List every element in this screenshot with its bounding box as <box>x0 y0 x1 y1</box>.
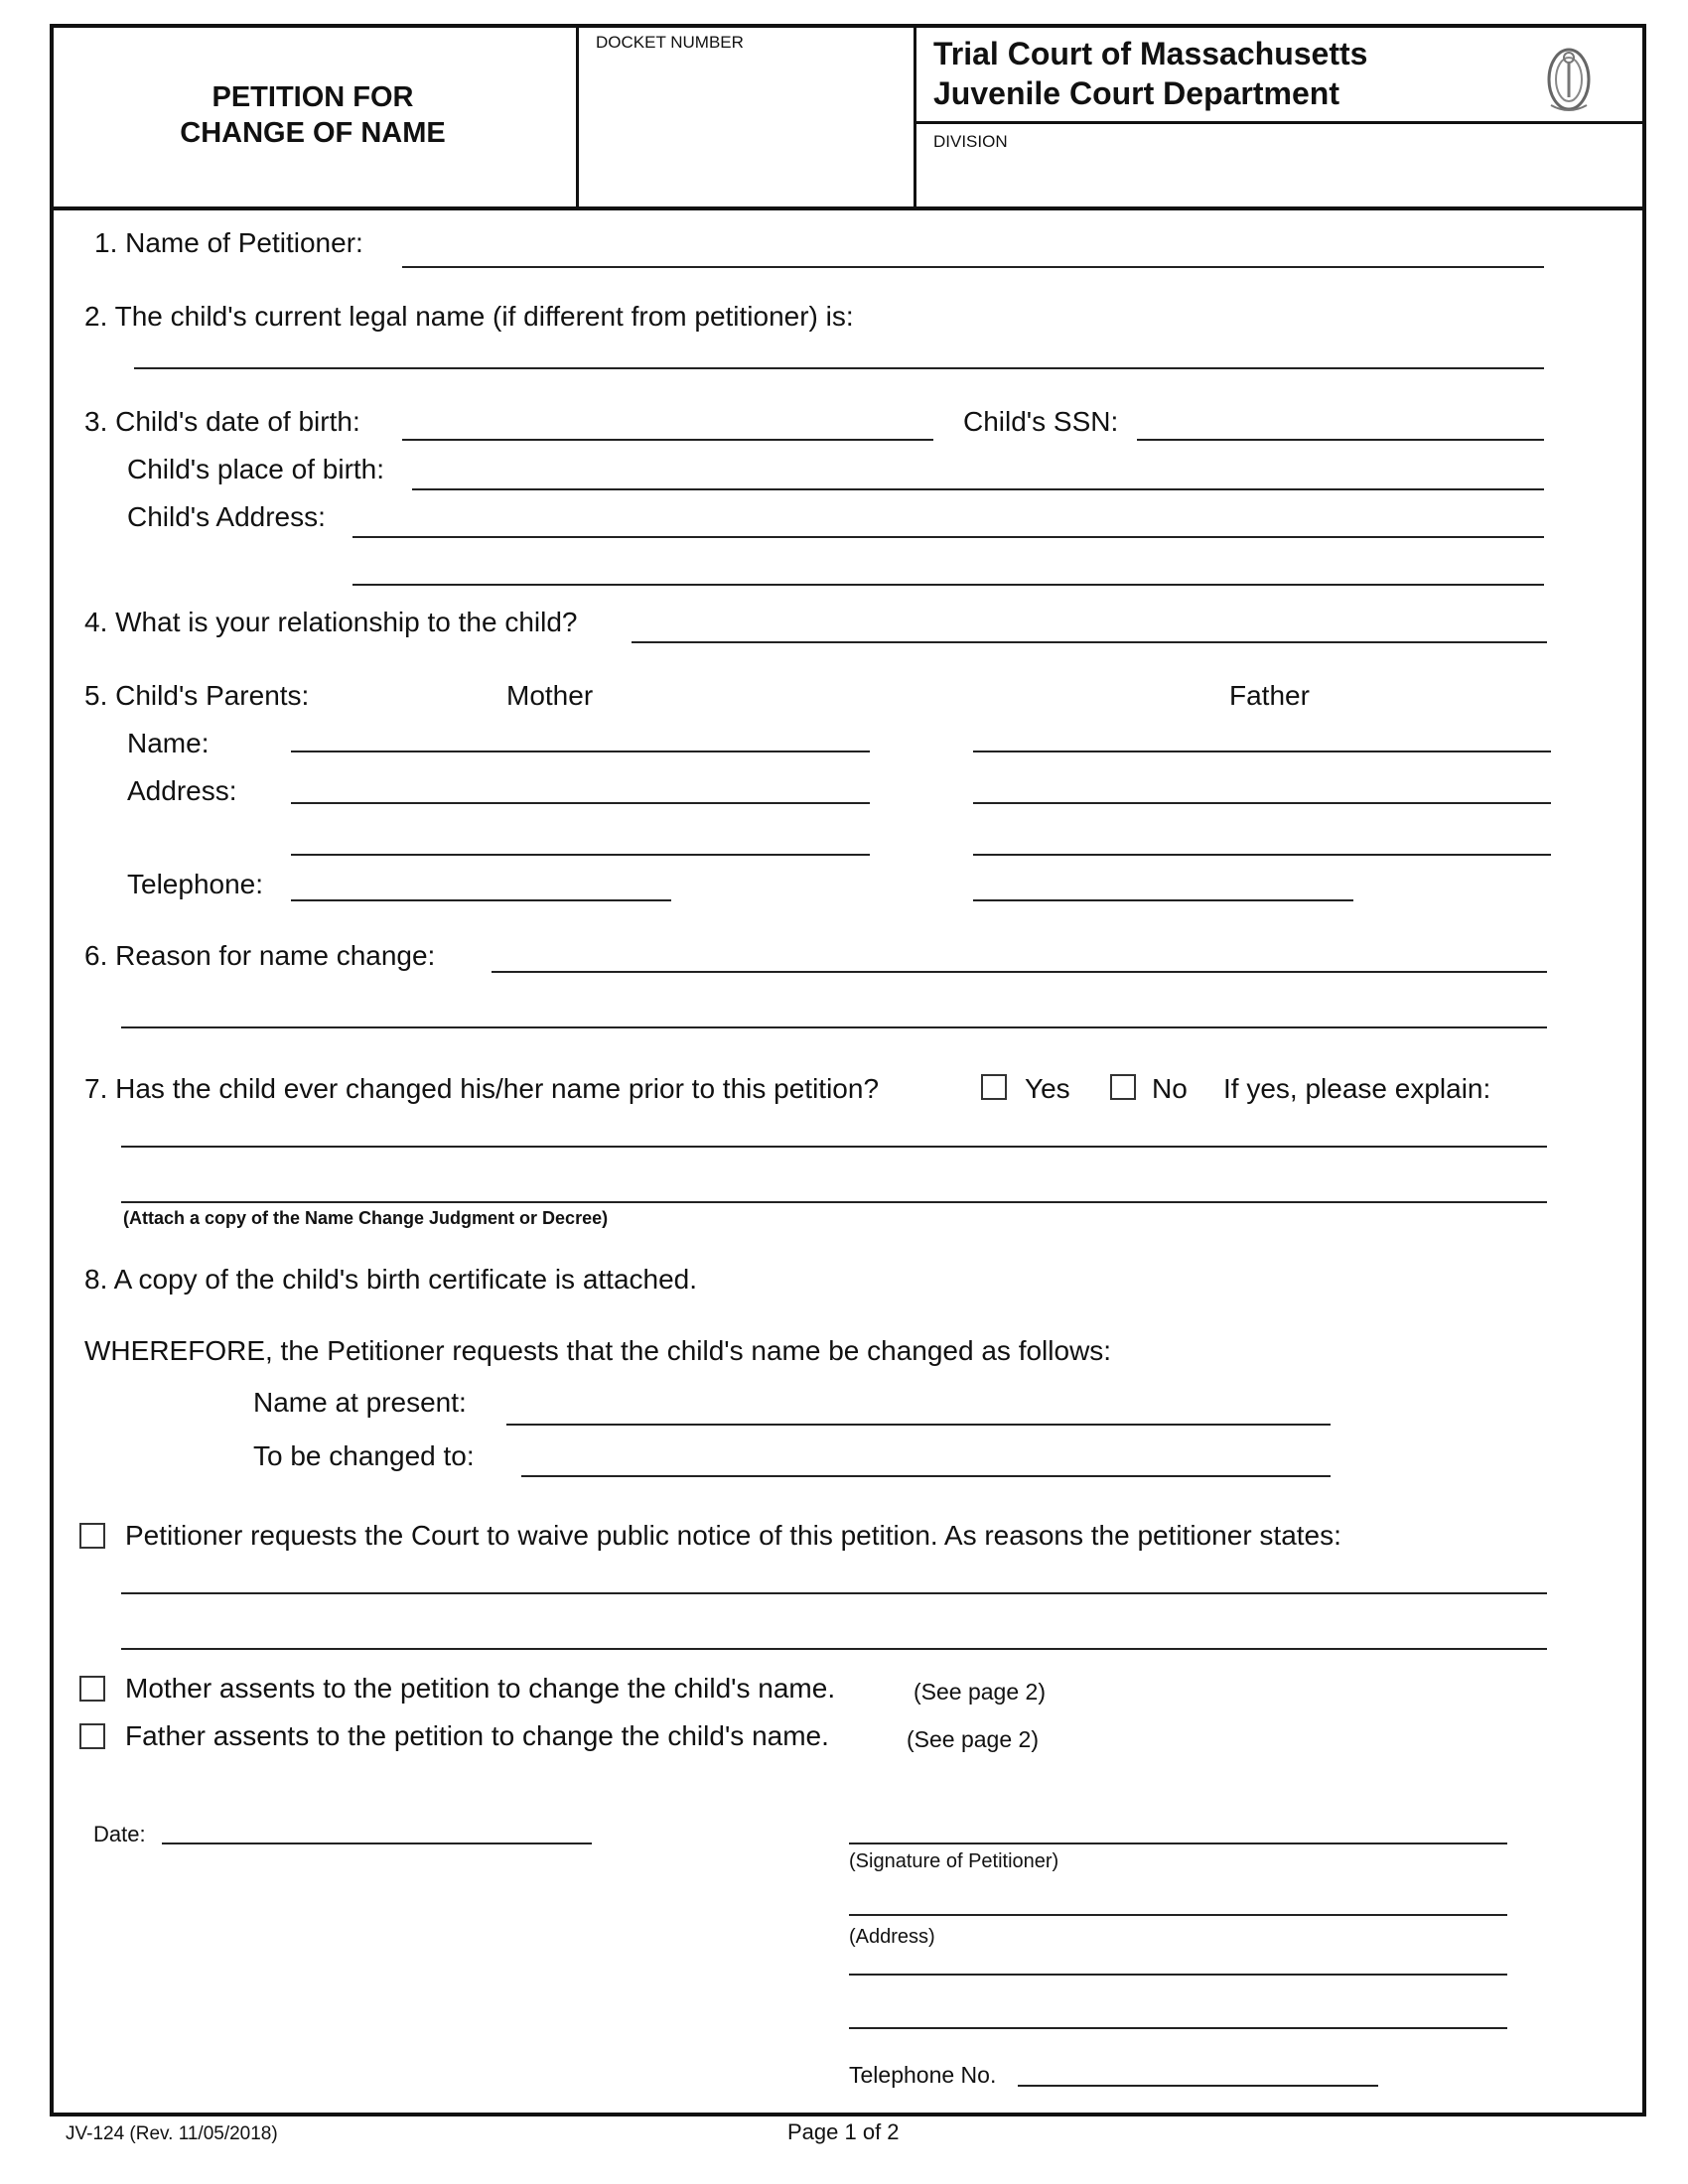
docket-number-field[interactable] <box>581 60 909 199</box>
q5-father-heading: Father <box>1229 680 1310 711</box>
q7-explain-label: If yes, please explain: <box>1223 1073 1491 1104</box>
q7-no-label: No <box>1152 1073 1188 1104</box>
father-name-field[interactable] <box>973 751 1551 752</box>
child-current-name-field[interactable] <box>134 367 1544 369</box>
petitioner-name-field[interactable] <box>402 266 1544 268</box>
waive-reason-field-1[interactable] <box>121 1592 1547 1594</box>
header-court-rule <box>915 121 1644 124</box>
q1-label: 1. Name of Petitioner: <box>94 227 363 258</box>
father-address-field-2[interactable] <box>973 854 1551 856</box>
q3-pob-label: Child's place of birth: <box>127 454 385 484</box>
mother-assent-text: Mother assents to the petition to change the child's name. <box>125 1673 836 1704</box>
address-field-1[interactable] <box>849 1914 1507 1916</box>
q5-label: 5. Child's Parents: <box>84 680 310 711</box>
date-field[interactable] <box>162 1843 592 1844</box>
relationship-field[interactable] <box>632 641 1547 643</box>
q5-mother-heading: Mother <box>506 680 594 711</box>
reason-field-1[interactable] <box>492 971 1547 973</box>
q5-address-label: Address: <box>127 775 237 806</box>
date-label: Date: <box>93 1822 146 1846</box>
court-name <box>933 34 1367 113</box>
q5-phone-label: Telephone: <box>127 869 264 899</box>
child-pob-field[interactable] <box>412 488 1544 490</box>
mother-address-field-2[interactable] <box>291 854 870 856</box>
q3-address-label: Child's Address: <box>127 501 326 532</box>
name-present-label: Name at present: <box>253 1387 467 1418</box>
name-present-field[interactable] <box>506 1424 1331 1426</box>
father-see-page: (See page 2) <box>907 1726 1039 1752</box>
q7-label: 7. Has the child ever changed his/her name prior to this petition? <box>84 1073 880 1104</box>
mother-assent-checkbox[interactable] <box>79 1676 105 1702</box>
division-label: DIVISION <box>933 132 1008 151</box>
q8-label: 8. A copy of the child's birth certificate is attached. <box>84 1264 698 1295</box>
q4-label: 4. What is your relationship to the child? <box>84 607 578 637</box>
telephone-label: Telephone No. <box>849 2062 997 2088</box>
telephone-field[interactable] <box>1018 2085 1378 2087</box>
q7-attach-note: (Attach a copy of the Name Change Judgment or Decree) <box>123 1208 609 1228</box>
father-address-field-1[interactable] <box>973 802 1551 804</box>
address-caption: (Address) <box>849 1926 935 1948</box>
q2-label: 2. The child's current legal name (if different from petitioner) is: <box>84 301 854 332</box>
q7-yes-checkbox[interactable] <box>981 1074 1007 1100</box>
father-phone-field[interactable] <box>973 899 1353 901</box>
wherefore-text: WHEREFORE, the Petitioner requests that the child's name be changed as follows: <box>84 1335 1112 1366</box>
child-address-field-2[interactable] <box>352 584 1544 586</box>
q7-explain-field-2[interactable] <box>121 1201 1547 1203</box>
q3-dob-label: 3. Child's date of birth: <box>84 406 360 437</box>
docket-label: DOCKET NUMBER <box>596 33 744 52</box>
address-field-3[interactable] <box>849 2027 1507 2029</box>
child-ssn-field[interactable] <box>1137 439 1544 441</box>
mother-name-field[interactable] <box>291 751 870 752</box>
q3-ssn-label: Child's SSN: <box>963 406 1119 437</box>
name-changed-label: To be changed to: <box>253 1440 475 1471</box>
waive-notice-text: Petitioner requests the Court to waive public notice of this petition. As reasons the petitioner states: <box>125 1520 1341 1551</box>
child-address-field-1[interactable] <box>352 536 1544 538</box>
court-line1: Trial Court of Massachusetts <box>933 36 1368 71</box>
signature-caption: (Signature of Petitioner) <box>849 1850 1059 1872</box>
header-divider-2 <box>914 24 916 208</box>
reason-field-2[interactable] <box>121 1026 1547 1028</box>
page-number: Page 1 of 2 <box>787 2119 900 2144</box>
massachusetts-seal-icon <box>1541 36 1597 117</box>
waive-notice-checkbox[interactable] <box>79 1523 105 1549</box>
child-dob-field[interactable] <box>402 439 933 441</box>
waive-reason-field-2[interactable] <box>121 1648 1547 1650</box>
header-bottom-rule <box>52 206 1644 210</box>
father-assent-text: Father assents to the petition to change the child's name. <box>125 1720 829 1751</box>
header-divider-1 <box>576 24 579 208</box>
signature-field[interactable] <box>849 1843 1507 1844</box>
q6-label: 6. Reason for name change: <box>84 940 436 971</box>
court-line2: Juvenile Court Department <box>933 75 1339 111</box>
q5-name-label: Name: <box>127 728 210 758</box>
mother-address-field-1[interactable] <box>291 802 870 804</box>
form-title-line2: CHANGE OF NAME <box>180 117 446 149</box>
mother-see-page: (See page 2) <box>914 1679 1046 1705</box>
form-title-line1: PETITION FOR <box>211 81 414 113</box>
father-assent-checkbox[interactable] <box>79 1723 105 1749</box>
form-id: JV-124 (Rev. 11/05/2018) <box>66 2123 278 2144</box>
division-field[interactable] <box>918 159 1633 203</box>
address-field-2[interactable] <box>849 1974 1507 1976</box>
mother-phone-field[interactable] <box>291 899 671 901</box>
q7-explain-field-1[interactable] <box>121 1146 1547 1148</box>
name-changed-field[interactable] <box>521 1475 1331 1477</box>
q7-no-checkbox[interactable] <box>1110 1074 1136 1100</box>
form-title <box>60 79 566 151</box>
form-frame <box>50 24 1646 2116</box>
q7-yes-label: Yes <box>1025 1073 1070 1104</box>
